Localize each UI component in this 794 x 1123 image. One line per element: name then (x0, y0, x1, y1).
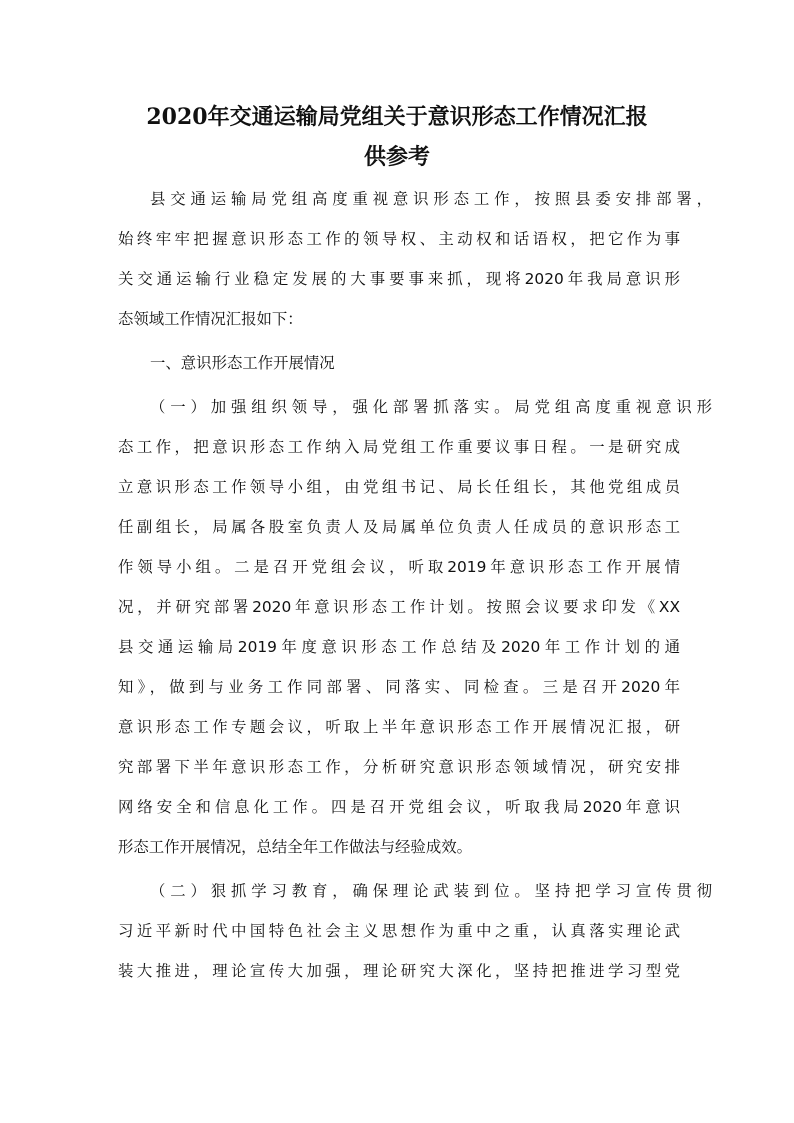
paragraph-line: 关交通运输行业稳定发展的大事要事来抓，现将2020年我局意识形 (118, 270, 680, 288)
document-title-line-1: 2020年交通运输局党组关于意识形态工作情况汇报 (146, 104, 648, 130)
paragraph-line: （一）加强组织领导，强化部署抓落实。局党组高度重视意识形 (150, 398, 712, 416)
paragraph-line: 态领域工作情况汇报如下： (118, 310, 303, 328)
paragraph-line: 装大推进，理论宣传大加强，理论研究大深化，坚持把推进学习型党 (118, 962, 680, 980)
paragraph-line: 作领导小组。二是召开党组会议，听取2019年意识形态工作开展情 (118, 558, 680, 576)
paragraph-line: 任副组长，局属各股室负责人及局属单位负责人任成员的意识形态工 (118, 518, 680, 536)
paragraph-line: 知》，做到与业务工作同部署、同落实、同检查。三是召开2020年 (118, 678, 680, 696)
paragraph-line: 究部署下半年意识形态工作，分析研究意识形态领域情况，研究安排 (118, 758, 680, 776)
paragraph-line: 始终牢牢把握意识形态工作的领导权、主动权和话语权，把它作为事 (118, 230, 680, 248)
paragraph-line: 形态工作开展情况，总结全年工作做法与经验成效。 (118, 838, 472, 856)
paragraph-line: 立意识形态工作领导小组，由党组书记、局长任组长，其他党组成员 (118, 478, 680, 496)
paragraph-line: 网络安全和信息化工作。四是召开党组会议，听取我局2020年意识 (118, 798, 680, 816)
paragraph-line: （二）狠抓学习教育，确保理论武装到位。坚持把学习宣传贯彻 (150, 882, 712, 900)
section-heading: 一、意识形态工作开展情况 (150, 354, 335, 372)
paragraph-line: 县交通运输局2019年度意识形态工作总结及2020年工作计划的通 (118, 638, 680, 656)
paragraph-line: 意识形态工作专题会议，听取上半年意识形态工作开展情况汇报，研 (118, 718, 680, 736)
paragraph-line: 习近平新时代中国特色社会主义思想作为重中之重，认真落实理论武 (118, 922, 680, 940)
document-title-line-2: 供参考 (363, 144, 430, 170)
paragraph-line: 态工作，把意识形态工作纳入局党组工作重要议事日程。一是研究成 (118, 438, 680, 456)
paragraph-line: 况，并研究部署2020年意识形态工作计划。按照会议要求印发《XX (118, 598, 680, 616)
paragraph-line: 县交通运输局党组高度重视意识形态工作，按照县委安排部署， (150, 190, 712, 208)
